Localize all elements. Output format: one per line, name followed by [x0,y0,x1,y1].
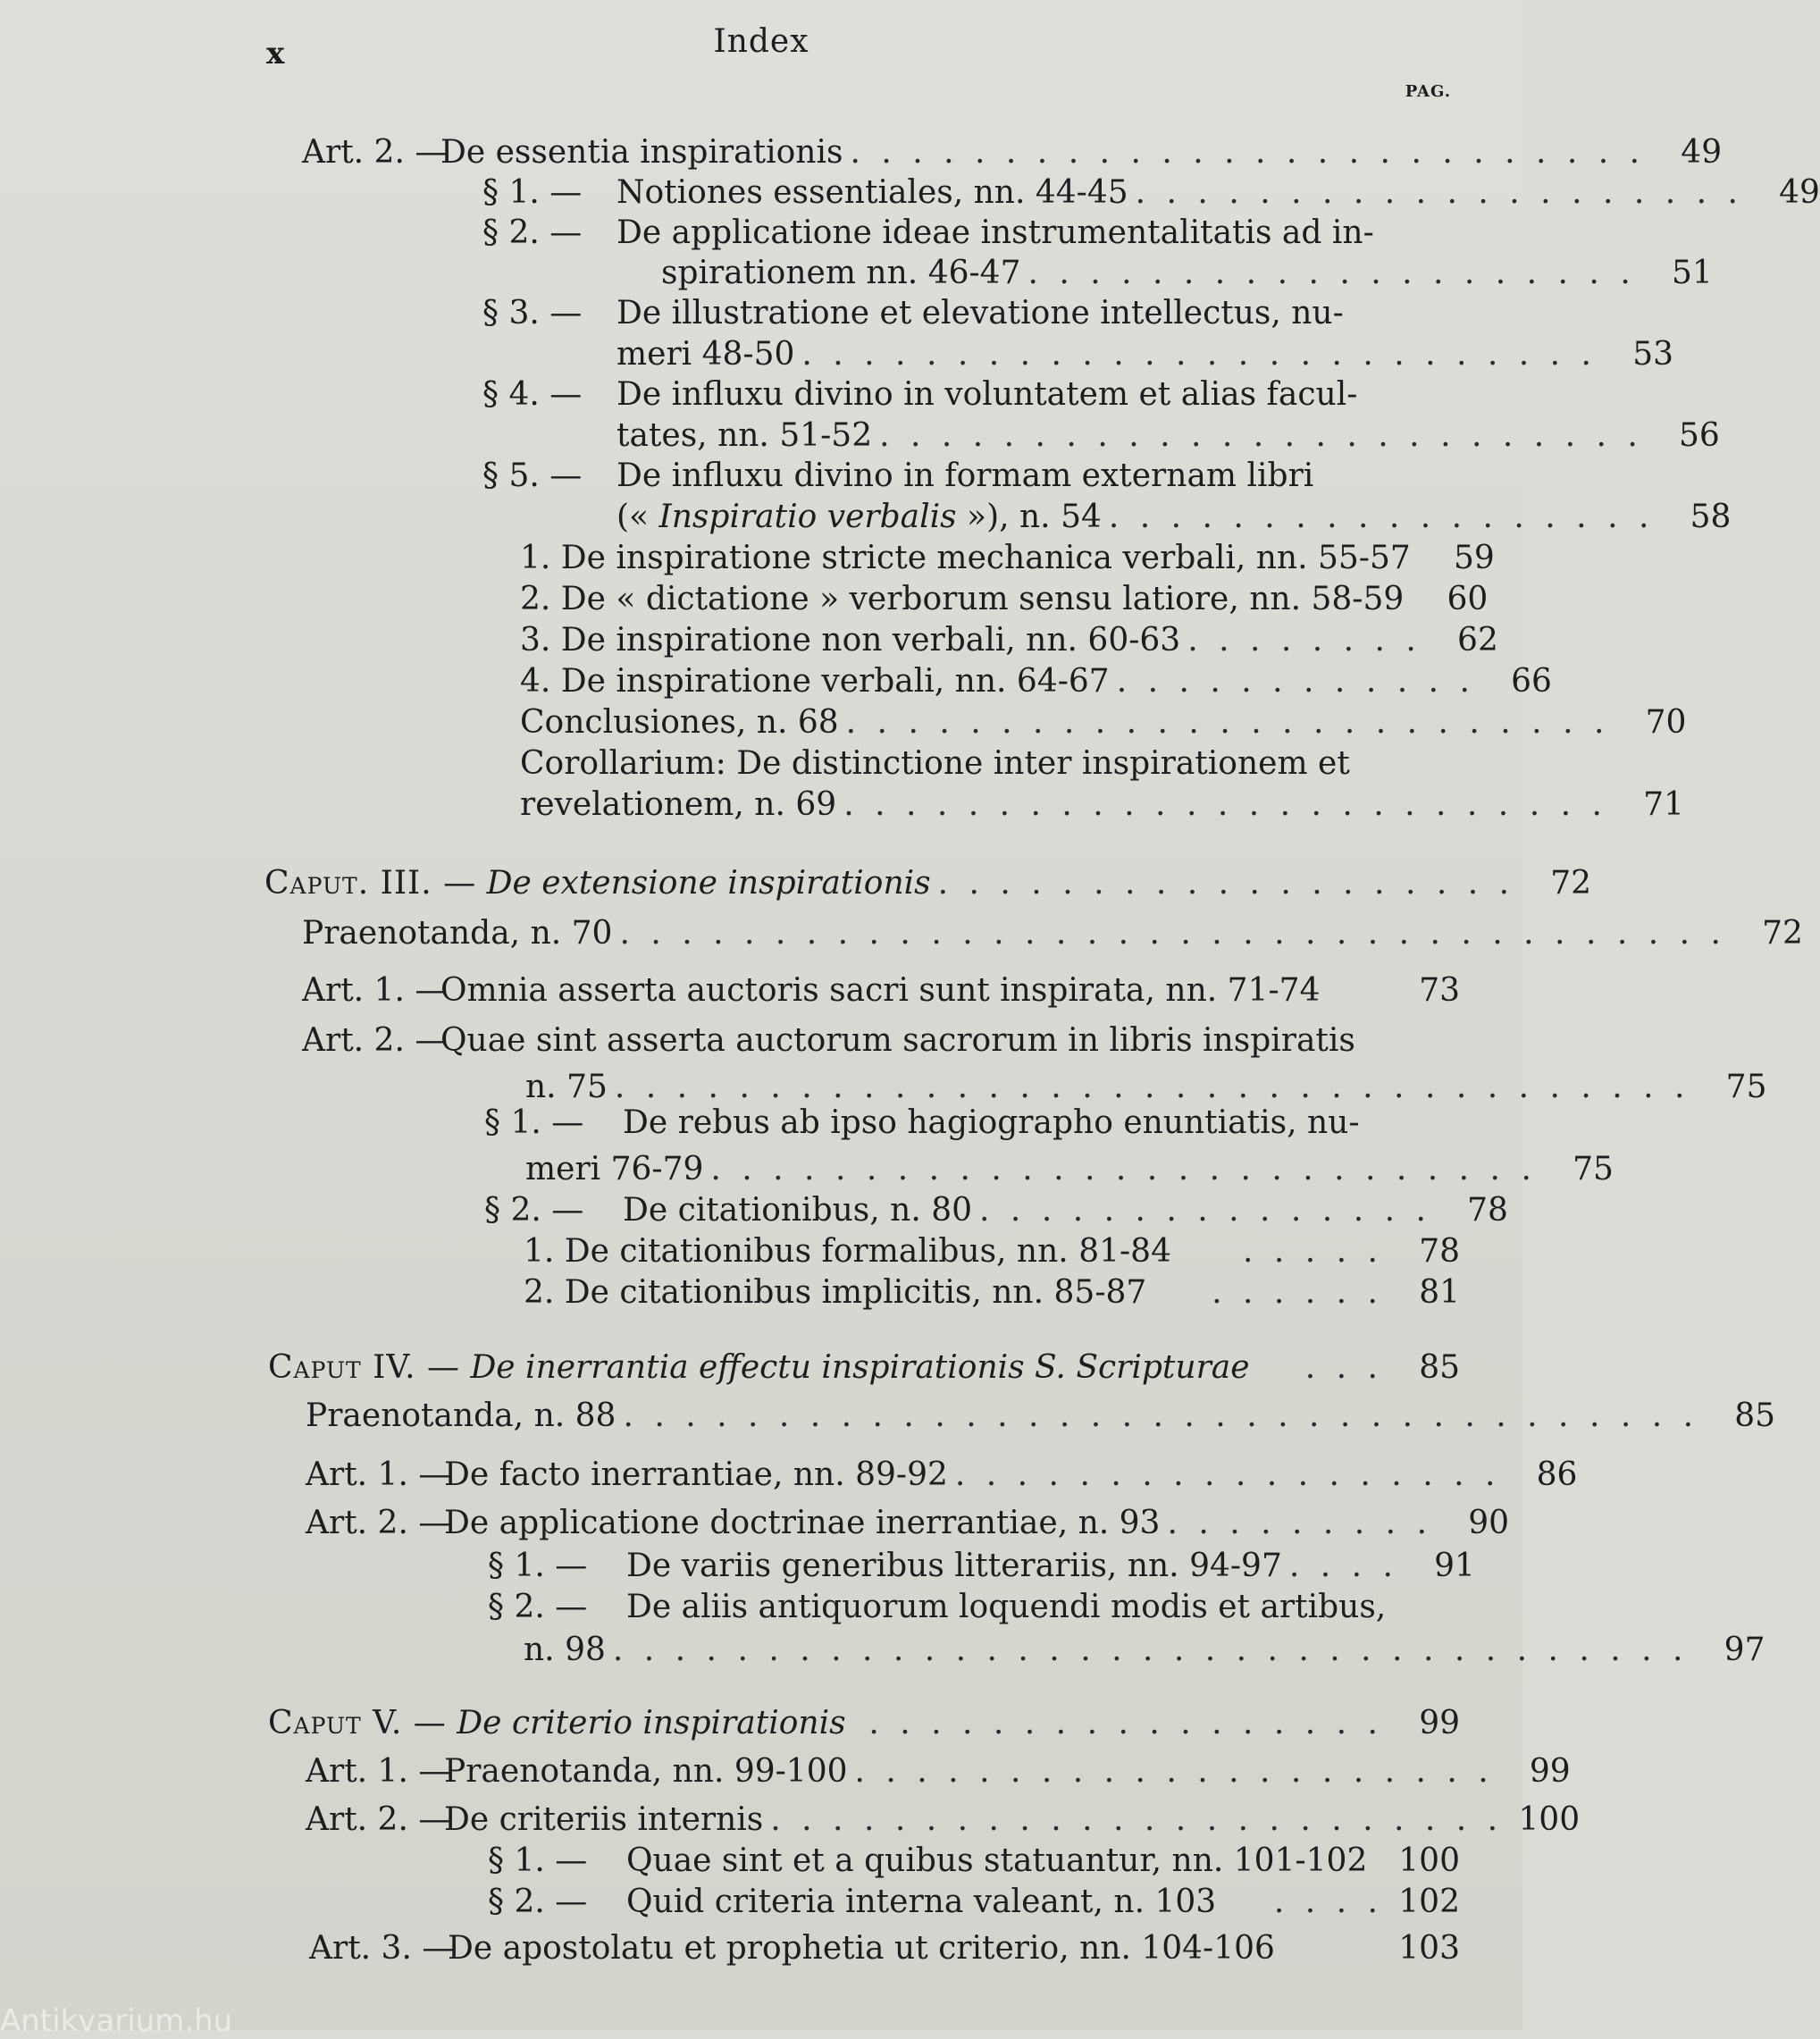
toc-entry-continuation: n. 75 . . . . . . . . . . . . . . . . . . . . . . . . . . . . . . . . . . . 75 [525,1069,1767,1105]
dot-leader: . . . . . . . . . . . . . . . . . . . . . . . . . . . [710,1151,1537,1187]
chapter-heading: Caput V. — De criterio inspirationis . . . . . . . . . . . . . . . . . 99 [268,1705,1460,1741]
chapter-heading: Caput IV. — De inerrantia effectu inspirationis S. Scripturae . . . 85 [268,1349,1460,1386]
toc-entry: § 1. — Quae sint et a quibus statuantur, nn. 101-102 100 [488,1842,1460,1879]
dot-leader: . . . . . . . . . . . . . . . . . . . . . . . . . . [801,336,1598,373]
dot-leader: . . . . [1273,1884,1383,1920]
dot-leader: . . . . . . . . [1187,622,1422,659]
toc-subentry: Corollarium: De distinctione inter inspirationem et [520,745,1350,782]
page-number: 71 [1643,786,1684,823]
toc-entry: Art. 2. —De essentia inspirationis . . . . . . . . . . . . . . . . . . . . . . . . . . 49 [302,134,1723,171]
page-number: 100 [1518,1801,1581,1838]
toc-subentry: Conclusiones, n. 68 . . . . . . . . . . . . . . . . . . . . . . . . . 70 [520,704,1687,741]
page-number: 62 [1457,622,1498,659]
toc-entry: Art. 1. —De facto inerrantiae, nn. 89-92 . . . . . . . . . . . . . . . . . . 86 [306,1456,1578,1493]
toc-subentry: 1. De inspiratione stricte mechanica verbali, nn. 55-57 59 [520,540,1495,576]
toc-entry: Art. 2. —Quae sint asserta auctorum sacrorum in libris inspiratis [302,1022,1355,1059]
page-number: 75 [1725,1069,1767,1105]
dot-leader: . . . . . . [1212,1274,1383,1311]
page-numeral: x [266,36,285,71]
dot-leader: . . . . . . . . . . . . . . . [979,1192,1431,1229]
dot-leader: . . . . . . . . . . . . . . . . . . . . [1135,174,1743,211]
toc-entry: § 1. — De rebus ab ipso hagiographo enuntiatis, nu- [484,1104,1360,1141]
toc-entry-continuation: spirationem nn. 46-47 . . . . . . . . . . . . . . . . . . . . 51 [661,255,1713,291]
page-number: 102 [1398,1884,1460,1920]
dot-leader: . . . . . . . . . . . . . . . . . [868,1705,1383,1741]
page-number: 99 [1529,1753,1571,1790]
dot-leader: . . . . . . . . . . . . . . . . . . [954,1456,1501,1493]
page-number: 49 [1681,134,1723,171]
toc-subentry-continuation: revelationem, n. 69 . . . . . . . . . . . . . . . . . . . . . . . . . 71 [520,786,1684,823]
toc-entry: Art. 1. —Praenotanda, nn. 99-100 . . . . . . . . . . . . . . . . . . . . . 99 [306,1753,1571,1790]
page-number: 85 [1419,1349,1460,1386]
page-number: 78 [1419,1233,1460,1270]
toc-subentry: 4. De inspiratione verbali, nn. 64-67 . . . . . . . . . . . . 66 [520,663,1552,700]
page-number: 99 [1419,1705,1460,1741]
page-number: 72 [1550,865,1592,902]
dot-leader: . . . . . . . . . . . . . . . . . . . . . . . . [770,1801,1504,1838]
page-number: 90 [1468,1505,1510,1541]
dot-leader: . . . . . . . . . . . . . . . . . . . . [1027,255,1636,291]
toc-entry: § 2. — De applicatione ideae instrumentalitatis ad in- [482,214,1374,251]
page-number: 100 [1398,1842,1460,1879]
toc-entry: § 2. — De citationibus, n. 80 . . . . . . . . . . . . . . . 78 [484,1192,1508,1229]
toc-subentry: 3. De inspiratione non verbali, nn. 60-63 . . . . . . . . 62 [520,622,1498,659]
page-number: 75 [1573,1151,1614,1187]
page-title: Index [713,23,809,60]
page-number: 51 [1671,255,1713,291]
dot-leader: . . . . . . . . . . . . . . . . . . . . . . . . . . . . . . . . . . . [623,1397,1699,1434]
page-number: 58 [1690,499,1732,535]
page-number: 70 [1645,704,1687,741]
page-number: 103 [1398,1930,1460,1967]
dot-leader: . . . . . . . . . . . . . . . . . . . . . . . . . [879,417,1643,454]
toc-entry: § 2. — De aliis antiquorum loquendi modis et artibus, [488,1589,1387,1625]
toc-entry-continuation: n. 98 . . . . . . . . . . . . . . . . . . . . . . . . . . . . . . . . . . . 97 [524,1632,1765,1668]
page-number: 78 [1467,1192,1508,1229]
toc-entry: Praenotanda, n. 70 . . . . . . . . . . . . . . . . . . . . . . . . . . . . . . . . . . . . 72 [302,915,1803,952]
page-number: 49 [1779,174,1820,211]
page-number: 59 [1453,540,1495,576]
toc-subentry: 1. De citationibus formalibus, nn. 81-84 . . . . . 78 [524,1233,1460,1270]
toc-subentry: 2. De « dictatione » verborum sensu latiore, nn. 58-59 60 [520,581,1489,617]
page-number: 66 [1511,663,1552,700]
toc-entry: § 2. — Quid criteria interna valeant, n. 103 . . . . 102 [488,1884,1460,1920]
page-number: 72 [1762,915,1803,952]
dot-leader: . . . . . . . . . . . . . . . . . . . . . . . . . . . . . . . . . . . [614,1069,1690,1105]
pag-column-label: PAG. [1405,82,1451,101]
toc-entry: § 1. — Notiones essentiales, nn. 44-45 . . . . . . . . . . . . . . . . . . . . 49 [482,174,1820,211]
toc-entry: Art. 2. —De criteriis internis . . . . . . . . . . . . . . . . . . . . . . . . 100 [306,1801,1581,1838]
page-number: 97 [1724,1632,1765,1668]
toc-entry: Art. 2. —De applicatione doctrinae inerrantiae, n. 93 . . . . . . . . . 90 [306,1505,1510,1541]
toc-entry-continuation: (« Inspiratio verbalis »), n. 54 . . . . . . . . . . . . . . . . . . 58 [616,499,1732,535]
page-number: 73 [1419,972,1460,1009]
page-number: 56 [1679,417,1720,454]
toc-entry: Art. 1. —Omnia asserta auctoris sacri sunt inspirata, nn. 71-74 73 [302,972,1460,1009]
toc-entry: § 1. — De variis generibus litterariis, nn. 94-97 . . . . 91 [488,1548,1475,1584]
page-number: 81 [1419,1274,1460,1311]
toc-subentry: 2. De citationibus implicitis, nn. 85-87 . . . . . . 81 [524,1274,1460,1311]
dot-leader: . . . . . . . . . . . . . . . . . . . . . [854,1753,1494,1790]
page-number: 86 [1536,1456,1578,1493]
dot-leader: . . . . [1288,1548,1398,1584]
toc-entry-continuation: meri 48-50 . . . . . . . . . . . . . . . . . . . . . . . . . . 53 [616,336,1674,373]
toc-entry-continuation: meri 76-79 . . . . . . . . . . . . . . . . . . . . . . . . . . . 75 [525,1151,1614,1187]
page-number: 85 [1734,1397,1776,1434]
dot-leader: . . . . . . . . . . . . . . . . . . . [937,865,1515,902]
watermark: Antikvarium.hu [0,2003,233,2039]
page-number: 60 [1447,581,1489,617]
toc-entry: Praenotanda, n. 88 . . . . . . . . . . . . . . . . . . . . . . . . . . . . . . . . . . . 85 [306,1397,1776,1434]
dot-leader: . . . . . . . . . . . . . . . . . . . . . . . . . [845,704,1610,741]
dot-leader: . . . . . . . . . . . . . . . . . . [1108,499,1655,535]
dot-leader: . . . . . . . . . . . . . . . . . . . . . . . . . . [850,134,1646,171]
dot-leader: . . . [1304,1349,1383,1386]
toc-entry: § 3. — De illustratione et elevatione intellectus, nu- [482,295,1344,331]
toc-entry: Art. 3. —De apostolatu et prophetia ut criterio, nn. 104-106 103 [309,1930,1460,1967]
toc-entry: § 5. — De influxu divino in formam externam libri [482,457,1314,494]
dot-leader: . . . . . . . . . . . . . . . . . . . . . . . . . . . . . . . . . . . . [619,915,1726,952]
dot-leader: . . . . . . . . . [1167,1505,1433,1541]
dot-leader: . . . . . . . . . . . . . . . . . . . . . . . . . [843,786,1607,823]
dot-leader: . . . . . . . . . . . . . . . . . . . . . . . . . . . . . . . . . . . [612,1632,1689,1668]
page-number: 53 [1632,336,1674,373]
toc-entry: § 4. — De influxu divino in voluntatem et alias facul- [482,376,1358,413]
page-number: 91 [1434,1548,1475,1584]
toc-entry-continuation: tates, nn. 51-52 . . . . . . . . . . . . . . . . . . . . . . . . . 56 [616,417,1720,454]
dot-leader: . . . . . [1243,1233,1383,1270]
chapter-heading: Caput. III. — De extensione inspirationis . . . . . . . . . . . . . . . . . . . 72 [264,865,1592,902]
dot-leader: . . . . . . . . . . . . [1116,663,1475,700]
